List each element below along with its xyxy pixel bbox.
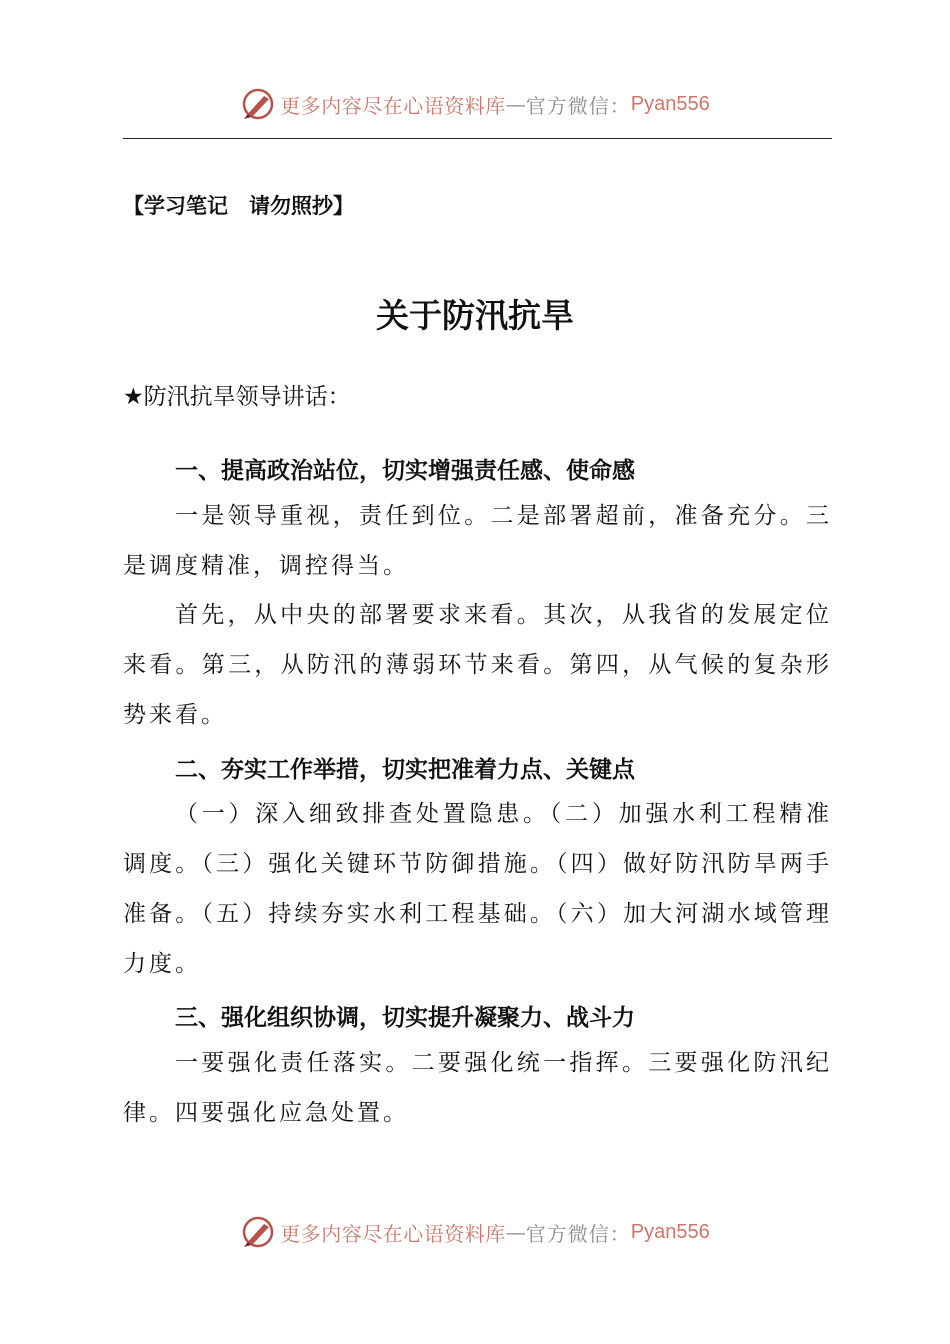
banner-text: 更多内容尽在心语资料库 (280, 93, 506, 118)
section-heading-2: 二、夯实工作举措，切实把准着力点、关键点 (175, 757, 635, 783)
footer-banner (0, 1212, 950, 1252)
banner-separator: — (505, 92, 526, 116)
wechat-label: 官方微信： (525, 1221, 631, 1246)
section-heading-1: 一、提高政治站位，切实增强责任感、使命感 (175, 458, 635, 484)
page-title: 关于防汛抗旱 (376, 296, 574, 335)
header-banner (0, 84, 950, 124)
banner-separator: — (505, 1220, 526, 1244)
speech-subtitle: ★防汛抗旱领导讲话： (123, 384, 351, 410)
pen-logo-icon (240, 1214, 276, 1250)
section-1-paragraph-2: 首先，从中央的部署要求来看。其次，从我省的发展定位来看。第三，从防汛的薄弱环节来看。第四，从气候的复杂形势来看。 (123, 602, 832, 728)
header-divider (123, 138, 832, 139)
wechat-id: Pyan556 (630, 92, 710, 115)
section-heading-3: 三、强化组织协调，切实提升凝聚力、战斗力 (175, 1005, 635, 1031)
banner-text: 更多内容尽在心语资料库 (280, 1221, 506, 1246)
section-3-paragraph-1: 一要强化责任落实。二要强化统一指挥。三要强化防汛纪律。四要强化应急处置。 (123, 1050, 832, 1126)
pen-logo-icon (240, 86, 276, 122)
section-2-paragraph-1: （一）深入细致排查处置隐患。（二）加强水利工程精准调度。（三）强化关键环节防御措施。（四）做好防汛防旱两手准备。（五）持续夯实水利工程基础。（六）加大河湖水域管理力度。 (123, 801, 832, 977)
wechat-id: Pyan556 (630, 1220, 710, 1243)
study-note-label: 【学习笔记 请勿照抄】 (123, 194, 354, 218)
wechat-label: 官方微信： (525, 93, 631, 118)
section-1-paragraph-1: 一是领导重视，责任到位。二是部署超前，准备充分。三是调度精准，调控得当。 (123, 503, 832, 579)
